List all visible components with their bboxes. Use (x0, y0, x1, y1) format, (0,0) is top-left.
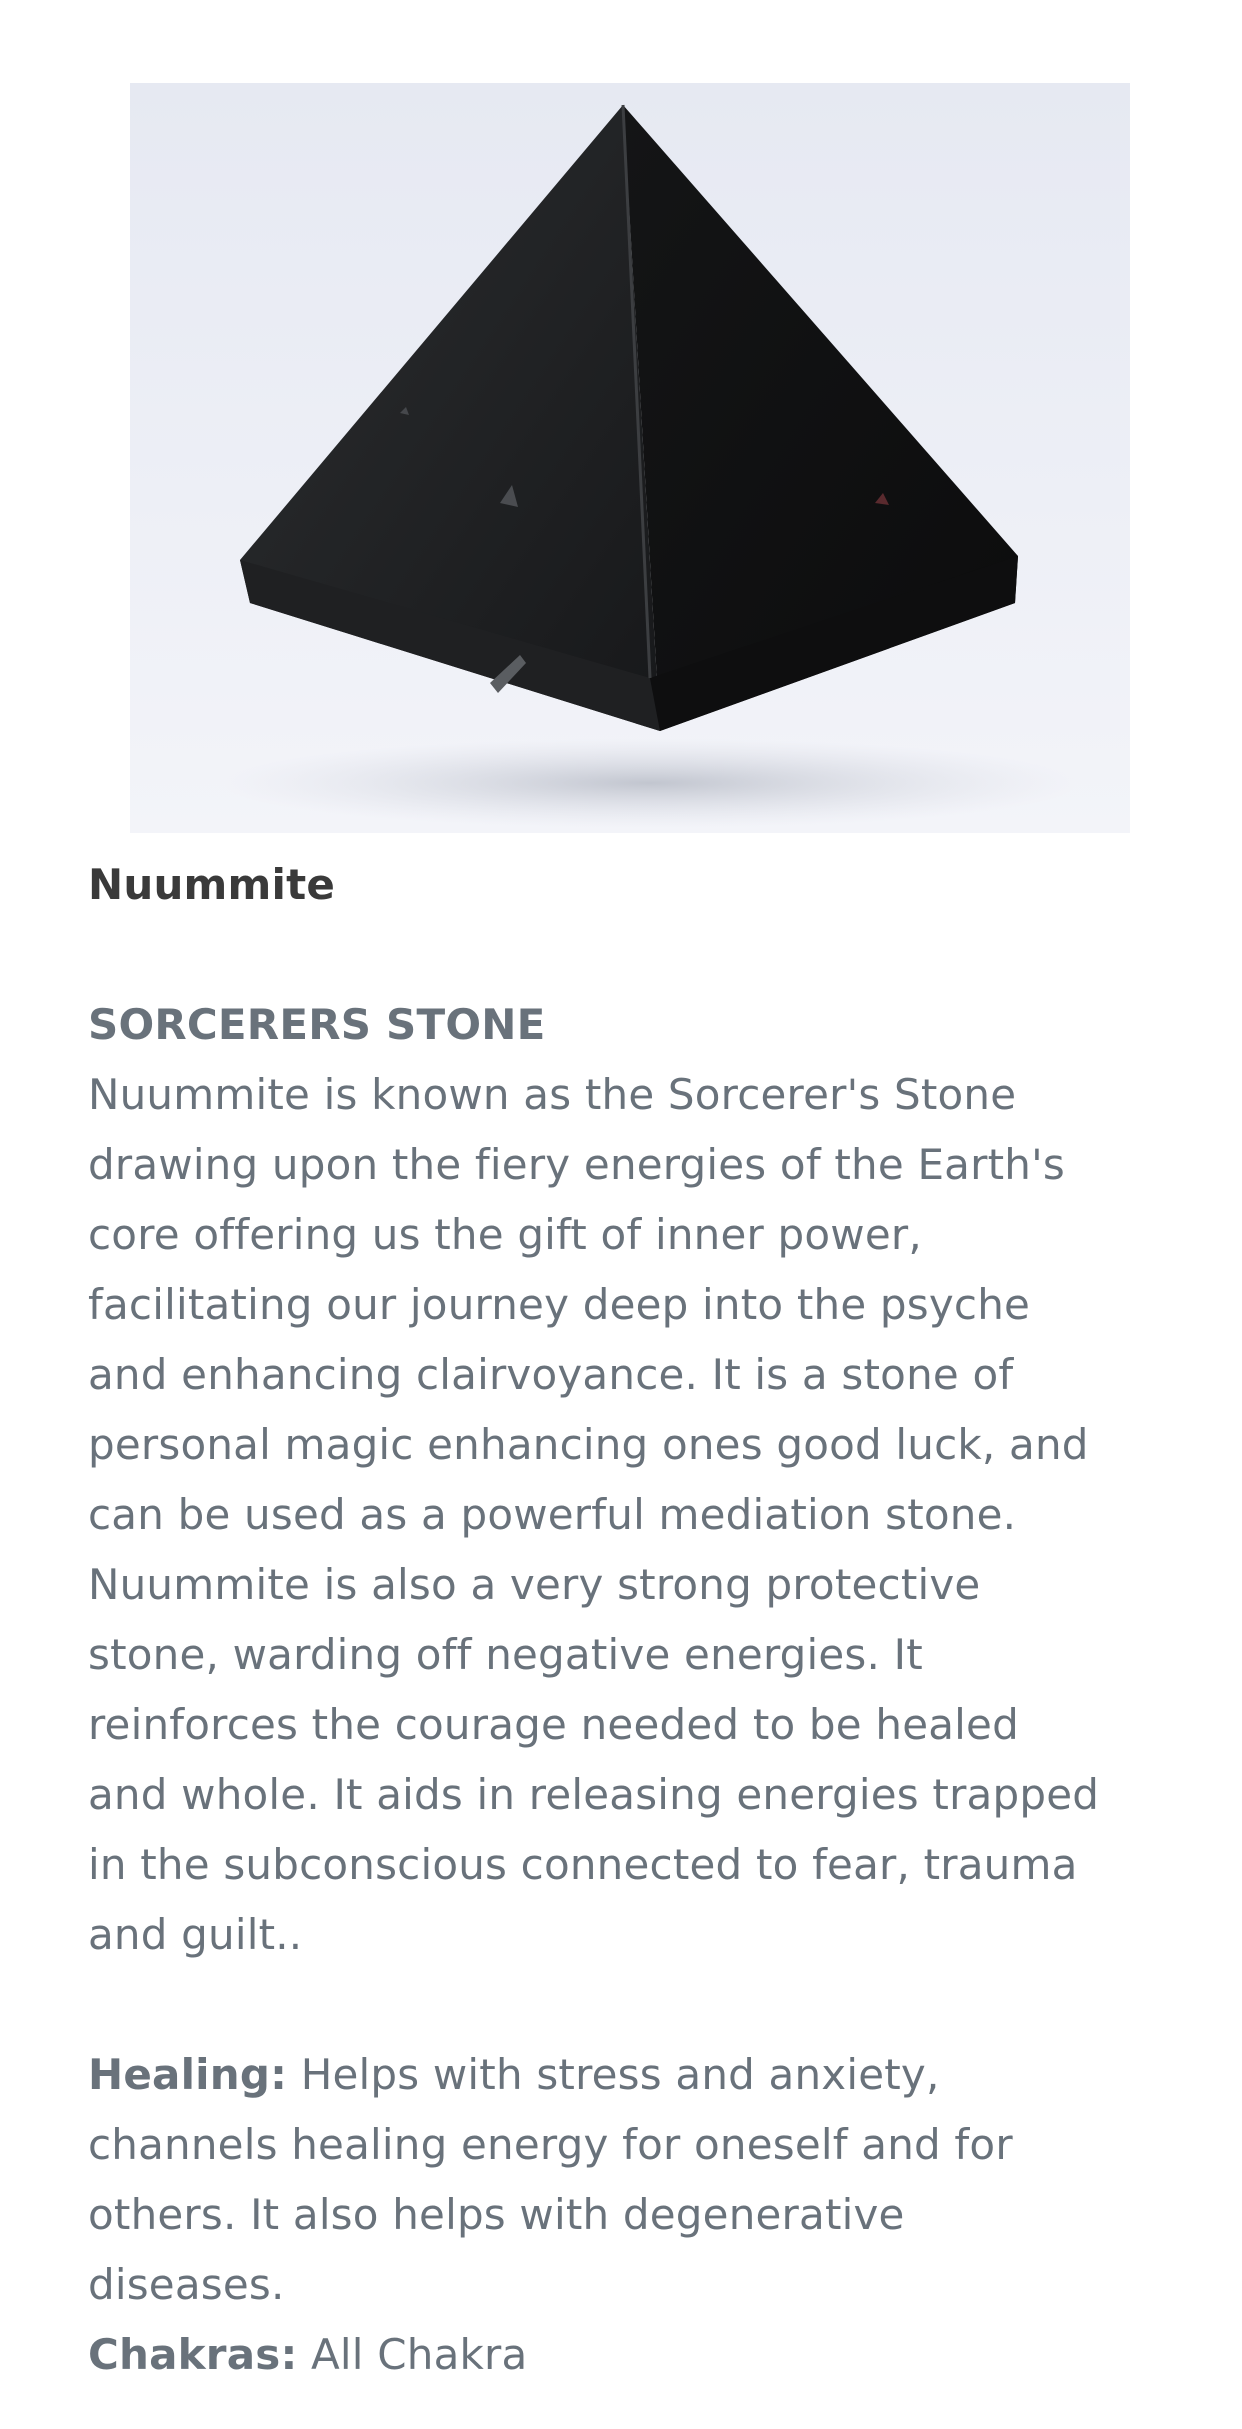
product-subtitle: SORCERERS STONE (88, 1000, 546, 1049)
product-description: Nuummite is known as the Sorcerer's Stone drawing upon the fiery energies of the Earth's core offering us the gift of inner power, facilitating our journey deep into the psyche and enhancing clairvoyance. It is a stone of personal magic enhancing ones good luck, and can be used as a powerful mediation stone. Nuummite is also a very strong protective stone, warding off negative energies. It reinforces the courage needed to be healed and whole. It aids in releasing energies trapped in the subconscious connected to fear, trauma and guilt.. (88, 1070, 1100, 1959)
chakras-row (88, 2320, 1178, 2390)
healing-row (88, 2040, 1178, 2320)
product-image[interactable] (130, 83, 1130, 833)
spacer (88, 1970, 1178, 2040)
healing-text: Helps with stress and anxiety, channels healing energy for oneself and for others. It also helps with degenerative diseases. (88, 2050, 1013, 2309)
spacer (88, 920, 1178, 990)
product-title: Nuummite (88, 860, 336, 909)
pyramid-shadow (220, 738, 1080, 828)
healing-label: Healing: (88, 2050, 288, 2099)
pyramid-illustration (130, 83, 1130, 833)
chakras-label: Chakras: (88, 2330, 298, 2379)
chakras-text: All Chakra (297, 2330, 528, 2379)
product-description-block (88, 850, 1178, 2390)
